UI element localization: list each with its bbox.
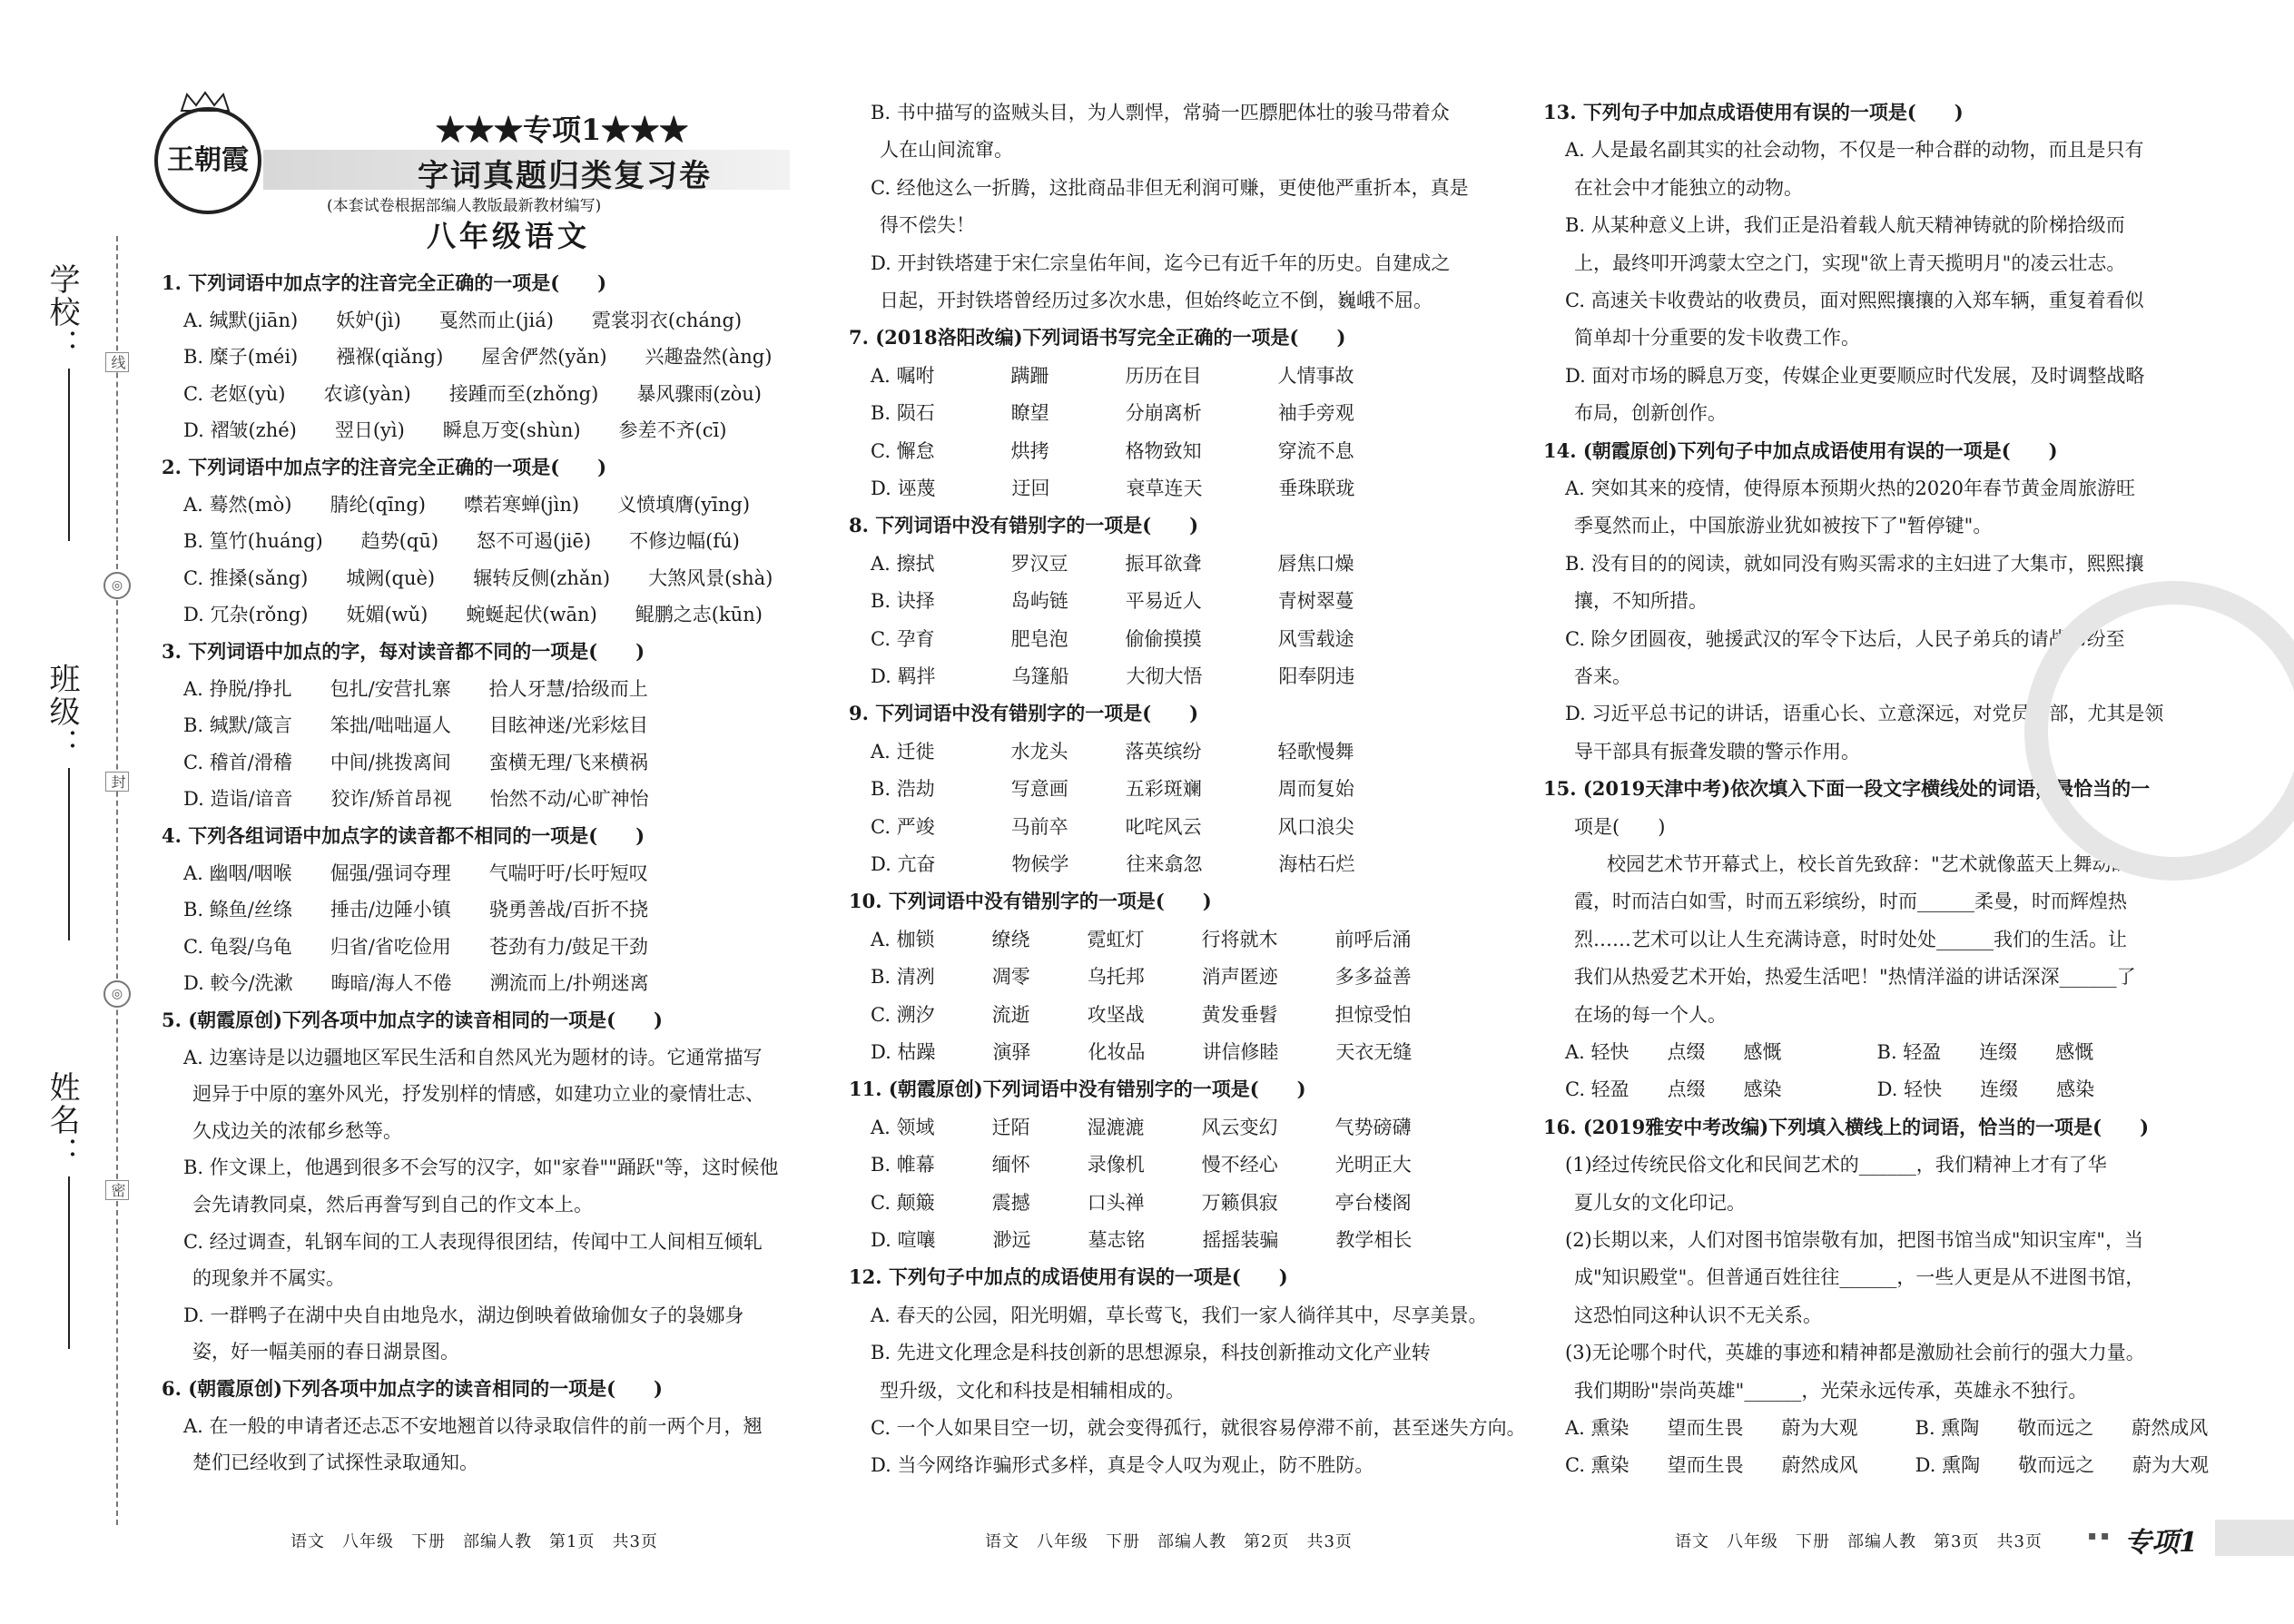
question-line: B. 陨石 瞭望 分崩离析 袖手旁观: [871, 402, 1354, 425]
question-line: 这恐怕同这种认识不无关系。: [1574, 1304, 1822, 1326]
binding-tag-secret: 密: [105, 1180, 129, 1200]
question-stem: 13. 下列句子中加点成语使用有误的一项是( ): [1543, 101, 1964, 123]
binding-hole-icon: ◎: [103, 572, 131, 599]
question-line: B. 诀择 岛屿链 平易近人 青树翠蔓: [871, 590, 1354, 613]
question-line: (3)无论哪个时代，英雄的事迹和精神都是激励社会前行的强大力量。: [1565, 1342, 2145, 1364]
question-line: B. 鲦鱼/丝绦 捶击/边陲小镇 骁勇善战/百折不挠: [183, 899, 649, 921]
topic-tag: ★★★专项1★★★: [436, 113, 689, 147]
paper-title: 字词真题归类复习卷: [418, 158, 712, 194]
question-line: B. 没有目的的阅读，就如同没有购买需求的主妇进了大集市，熙熙攘: [1565, 552, 2144, 575]
question-stem: 12. 下列句子中加点的成语使用有误的一项是( ): [849, 1265, 1288, 1289]
question-line: C. 龟裂/乌龟 归省/省吃俭用 苍劲有力/鼓足干劲: [183, 935, 648, 958]
question-line: (1)经过传统民俗文化和民间艺术的______，我们精神上才有了华: [1565, 1154, 2107, 1176]
question-line: D. 枯躁 演驿 化妆品 讲信修睦 天衣无缝: [871, 1041, 1413, 1063]
question-line: 会先请教同桌，然后再誊写到自己的作文本上。: [192, 1194, 593, 1216]
question-line: 人在山间流窜。: [880, 139, 1013, 162]
question-stem: 9. 下列词语中没有错别字的一项是( ): [849, 702, 1199, 725]
question-line: D. 羁拌 乌篷船 大彻大悟 阳奉阴违: [871, 665, 1355, 687]
question-line: C. 一个人如果目空一切，就会变得孤行，就很容易停滞不前，甚至迷失方向。: [871, 1417, 1526, 1439]
question-line: A. 熏染 望而生畏 蔚为大观 B. 熏陶 敬而远之 蔚然成风: [1565, 1417, 2209, 1439]
question-line: C. 推搡(sǎng) 城阙(què) 辗转反侧(zhǎn) 大煞风景(shà): [183, 566, 773, 589]
question-line: B. 清冽 凋零 乌托邦 消声匿迹 多多益善: [871, 966, 1412, 989]
question-line: 我们期盼"崇尚英雄"______，光荣永远传承，英雄永不独行。: [1574, 1379, 2088, 1402]
question-line: 得不偿失！: [880, 214, 975, 237]
question-line: (2)长期以来，人们对图书馆崇敬有加，把图书馆当成"知识宝库"，当: [1565, 1229, 2144, 1251]
question-line: D. 一群鸭子在湖中央自由地凫水，湖边倒映着做瑜伽女子的袅娜身: [183, 1304, 744, 1326]
question-line: D. 較今/洗漱 晦暗/海人不倦 溯流而上/扑朔迷离: [183, 972, 649, 995]
question-stem: 15. (2019天津中考)依次填入下面一段文字横线处的词语，最恰当的一: [1543, 777, 2151, 801]
question-line: B. 书中描写的盗贼头目，为人剽悍，常骑一匹膘肥体壮的骏马带着众: [871, 102, 1450, 123]
page-footer-2: 语文 八年级 下册 部编人教 第2页 共3页: [985, 1532, 1353, 1551]
question-line: 在场的每一个人。: [1574, 1003, 1727, 1026]
question-line: A. 人是最名副其实的社会动物，不仅是一种合群的动物，而且是只有: [1565, 139, 2144, 162]
question-line: 霞，时而洁白如雪，时而五彩缤纷，时而______柔曼，时而辉煌热: [1574, 891, 2127, 913]
class-label: 班级：: [44, 663, 80, 761]
question-line: 简单却十分重要的发卡收费工作。: [1574, 327, 1860, 349]
binding-margin: [0, 0, 145, 1624]
question-line: 在社会中才能独立的动物。: [1574, 176, 1803, 199]
question-line: 的现象并不属实。: [192, 1267, 345, 1290]
question-line: 沓来。: [1574, 665, 1631, 687]
name-field: [40, 1071, 84, 1349]
question-line: D. 开封铁塔建于宋仁宗皇佑年间，迄今已有近千年的历史。自建成之: [871, 251, 1451, 274]
question-line: C. 稽首/滑稽 中间/挑拨离间 蛮横无理/飞来横祸: [183, 751, 648, 773]
question-line: D. 亢奋 物候学 往来翕忽 海枯石烂: [871, 853, 1355, 875]
question-stem: 2. 下列词语中加点字的注音完全正确的一项是( ): [162, 456, 607, 478]
corner-bar: [2215, 1520, 2294, 1556]
question-line: A. 缄默(jiān) 妖妒(jì) 戛然而止(jiá) 霓裳羽衣(cháng): [183, 309, 743, 331]
question-line: C. 熏染 望而生畏 蔚然成风 D. 熏陶 敬而远之 蔚为大观: [1565, 1454, 2210, 1477]
question-line: 上，最终叩开鸿蒙太空之门，实现"欲上青天揽明月"的凌云壮志。: [1574, 251, 2126, 274]
question-line: 成"知识殿堂"。但普通百姓往往______，一些人更是从不进图书馆，: [1574, 1266, 2145, 1289]
question-stem: 14. (朝霞原创)下列句子中加点成语使用有误的一项是( ): [1543, 438, 2058, 462]
question-line: B. 帷幕 缅怀 录像机 慢不经心 光明正大: [871, 1154, 1412, 1176]
question-line: D. 褶皱(zhé) 翌日(yì) 瞬息万变(shùn) 参差不齐(cī): [183, 419, 727, 442]
question-stem: 4. 下列各组词语中加点字的读音都不相同的一项是( ): [162, 824, 645, 847]
question-line: 日起，开封铁塔曾经历过多次水患，但始终屹立不倒，巍峨不屈。: [880, 290, 1433, 311]
question-line: C. 除夕团圆夜，驰援武汉的军令下达后，人民子弟兵的请战书纷至: [1565, 627, 2125, 650]
question-line: C. 严竣 马前卒 叱咤风云 风口浪尖: [871, 815, 1354, 838]
grade-subject: 八年级语文: [427, 219, 591, 253]
question-line: A. 春天的公园，阳光明媚，草长莺飞，我们一家人徜徉其中，尽享美景。: [871, 1304, 1488, 1326]
question-line: 迥异于中原的塞外风光，抒发别样的情感，如建功立业的豪情壮志、: [192, 1083, 764, 1106]
page-footer-3: 语文 八年级 下册 部编人教 第3页 共3页: [1675, 1532, 2043, 1551]
question-line: D. 当今网络诈骗形式多样，真是令人叹为观止，防不胜防。: [871, 1454, 1374, 1477]
binding-hole-icon: ◎: [103, 980, 131, 1008]
question-line: C. 溯汐 流逝 攻坚战 黄发垂髫 担惊受怕: [871, 1003, 1412, 1026]
question-line: 烈……艺术可以让人生充满诗意，时时处处______我们的生活。让: [1574, 928, 2127, 950]
name-label: 姓名：: [44, 1071, 80, 1169]
question-line: A. 边塞诗是以边疆地区军民生活和自然风光为题材的诗。它通常描写: [183, 1046, 763, 1068]
corner-topic-tag: 专项1: [2124, 1527, 2198, 1559]
question-line: B. 作文课上，他遇到很多不会写的汉字，如"家眷""踊跃"等，这时候他: [183, 1156, 779, 1179]
question-line: B. 缄默/箴言 笨拙/咄咄逼人 目眩神迷/光彩炫目: [183, 714, 649, 737]
question-line: A. 嘱咐 蹒跚 历历在目 人情事故: [871, 364, 1354, 387]
question-line: A. 蓦然(mò) 腈纶(qīng) 噤若寒蝉(jìn) 义愤填膺(yīng): [183, 493, 751, 516]
question-line: C. 经过调查，轧钢车间的工人表现得很团结，传闻中工人间相互倾轧: [183, 1230, 763, 1253]
question-line: A. 挣脱/挣扎 包扎/安营扎寨 拾人牙慧/拾级而上: [183, 677, 648, 700]
question-line: C. 颠簸 震撼 口头禅 万籁俱寂 亭台楼阁: [871, 1191, 1412, 1214]
school-field: [40, 263, 84, 541]
question-line: C. 经他这么一折腾，这批商品非但无利润可赚，更使他严重折本，真是: [871, 176, 1469, 199]
publisher-logo: 王朝霞: [154, 107, 261, 214]
question-line: 季戛然而止，中国旅游业犹如被按下了"暂停键"。: [1574, 515, 1993, 537]
question-line: A. 突如其来的疫情，使得原本预期火热的2020年春节黄金周旅游旺: [1565, 477, 2135, 499]
question-stem: 10. 下列词语中没有错别字的一项是( ): [849, 890, 1212, 913]
question-line: C. 轻盈 点缀 感染 D. 轻快 连缀 感染: [1565, 1078, 2095, 1101]
question-line: B. 从某种意义上讲，我们正是沿着载人航天精神铸就的阶梯拾级而: [1565, 214, 2125, 237]
question-line: 导干部具有振聋发聩的警示作用。: [1574, 740, 1860, 763]
question-line: 项是( ): [1574, 815, 1666, 838]
cut-line: [116, 236, 118, 1525]
question-line: B. 先进文化理念是科技创新的思想源泉，科技创新推动文化产业转: [871, 1342, 1431, 1364]
question-stem: 3. 下列词语中加点的字，每对读音都不同的一项是( ): [162, 640, 645, 663]
question-line: B. 篁竹(huáng) 趋势(qū) 怒不可遏(jiē) 不修边幅(fú): [183, 530, 740, 553]
question-stem: 6. (朝霞原创)下列各项中加点字的读音相同的一项是( ): [162, 1377, 663, 1400]
corner-dots: ▪ ▪: [2088, 1529, 2110, 1543]
question-line: D. 造诣/谙音 狡诈/矫首昂视 怡然不动/心旷神怡: [183, 788, 649, 811]
question-stem: 8. 下列词语中没有错别字的一项是( ): [849, 514, 1199, 537]
paper-subtitle: (本套试卷根据部编人教版最新教材编写): [327, 197, 602, 215]
question-line: A. 幽咽/咽喉 倔强/强词夺理 气喘吁吁/长吁短叹: [183, 861, 648, 884]
question-stem: 11. (朝霞原创)下列词语中没有错别字的一项是( ): [849, 1078, 1306, 1101]
question-line: D. 冗杂(rǒng) 妩媚(wǔ) 蜿蜒起伏(wān) 鲲鹏之志(kūn): [183, 604, 763, 626]
question-line: C. 高速关卡收费站的收费员，面对熙熙攘攘的入郑车辆，重复着看似: [1565, 290, 2144, 311]
question-line: A. 枷锁 缭绕 霓虹灯 行将就木 前呼后涌: [871, 928, 1412, 950]
page-footer-1: 语文 八年级 下册 部编人教 第1页 共3页: [290, 1532, 658, 1551]
question-line: D. 诬蔑 迂回 衰草连天 垂珠联珑: [871, 477, 1355, 499]
question-line: D. 习近平总书记的讲话，语重心长、立意深远，对党员干部，尤其是领: [1565, 703, 2164, 725]
question-line: A. 在一般的申请者还忐忑不安地翘首以待录取信件的前一两个月，翘: [183, 1414, 763, 1437]
question-stem: 5. (朝霞原创)下列各项中加点字的读音相同的一项是( ): [162, 1009, 663, 1031]
question-line: 我们从热爱艺术开始，热爱生活吧！"热情洋溢的讲话深深______了: [1574, 966, 2136, 989]
question-line: 楚们已经收到了试探性录取通知。: [192, 1452, 478, 1474]
question-line: B. 糜子(méi) 襁褓(qiǎng) 屋舍俨然(yǎn) 兴趣盎然(àng): [183, 346, 773, 369]
question-line: 校园艺术节开幕式上，校长首先致辞："艺术就像蓝天上舞动的云: [1607, 853, 2150, 875]
question-line: B. 浩劫 写意画 五彩斑斓 周而复始: [871, 778, 1354, 801]
question-line: D. 喧嚷 渺远 墓志铭 摇摇装骗 教学相长: [871, 1229, 1413, 1251]
question-line: A. 擦拭 罗汉豆 振耳欲聋 唇焦口燥: [871, 552, 1354, 575]
question-line: 布局，创新创作。: [1574, 402, 1727, 425]
question-line: C. 懈怠 烘拷 格物致知 穿流不息: [871, 439, 1354, 462]
question-line: A. 领域 迁陌 湿漉漉 风云变幻 气势磅礴: [871, 1116, 1412, 1138]
question-stem: 16. (2019雅安中考改编)下列填入横线上的词语，恰当的一项是( ): [1543, 1115, 2150, 1138]
question-line: A. 迁徙 水龙头 落英缤纷 轻歌慢舞: [871, 740, 1354, 763]
binding-tag-seal: 封: [105, 772, 129, 792]
question-line: 夏儿女的文化印记。: [1574, 1191, 1746, 1214]
class-field: [40, 663, 84, 940]
question-line: C. 老妪(yù) 农谚(yàn) 接踵而至(zhǒng) 暴风骤雨(zòu): [183, 382, 762, 405]
question-stem: 7. (2018洛阳改编)下列词语书写完全正确的一项是( ): [849, 326, 1346, 349]
question-stem: 1. 下列词语中加点字的注音完全正确的一项是( ): [162, 271, 607, 294]
binding-tag-line: 线: [105, 352, 129, 372]
question-line: 型升级，文化和科技是相辅相成的。: [880, 1379, 1185, 1402]
question-line: A. 轻快 点缀 感慨 B. 轻盈 连缀 感慨: [1565, 1041, 2094, 1063]
question-line: C. 孕育 肥皂泡 偷偷摸摸 风雪载途: [871, 627, 1354, 650]
question-line: 攘，不知所措。: [1574, 590, 1708, 613]
question-line: 久戍边关的浓郁乡愁等。: [192, 1119, 402, 1142]
question-line: D. 面对市场的瞬息万变，传媒企业更要顺应时代发展，及时调整战略: [1565, 364, 2145, 387]
school-label: 学校：: [44, 263, 80, 361]
question-line: 姿，好一幅美丽的春日湖景图。: [192, 1341, 459, 1363]
